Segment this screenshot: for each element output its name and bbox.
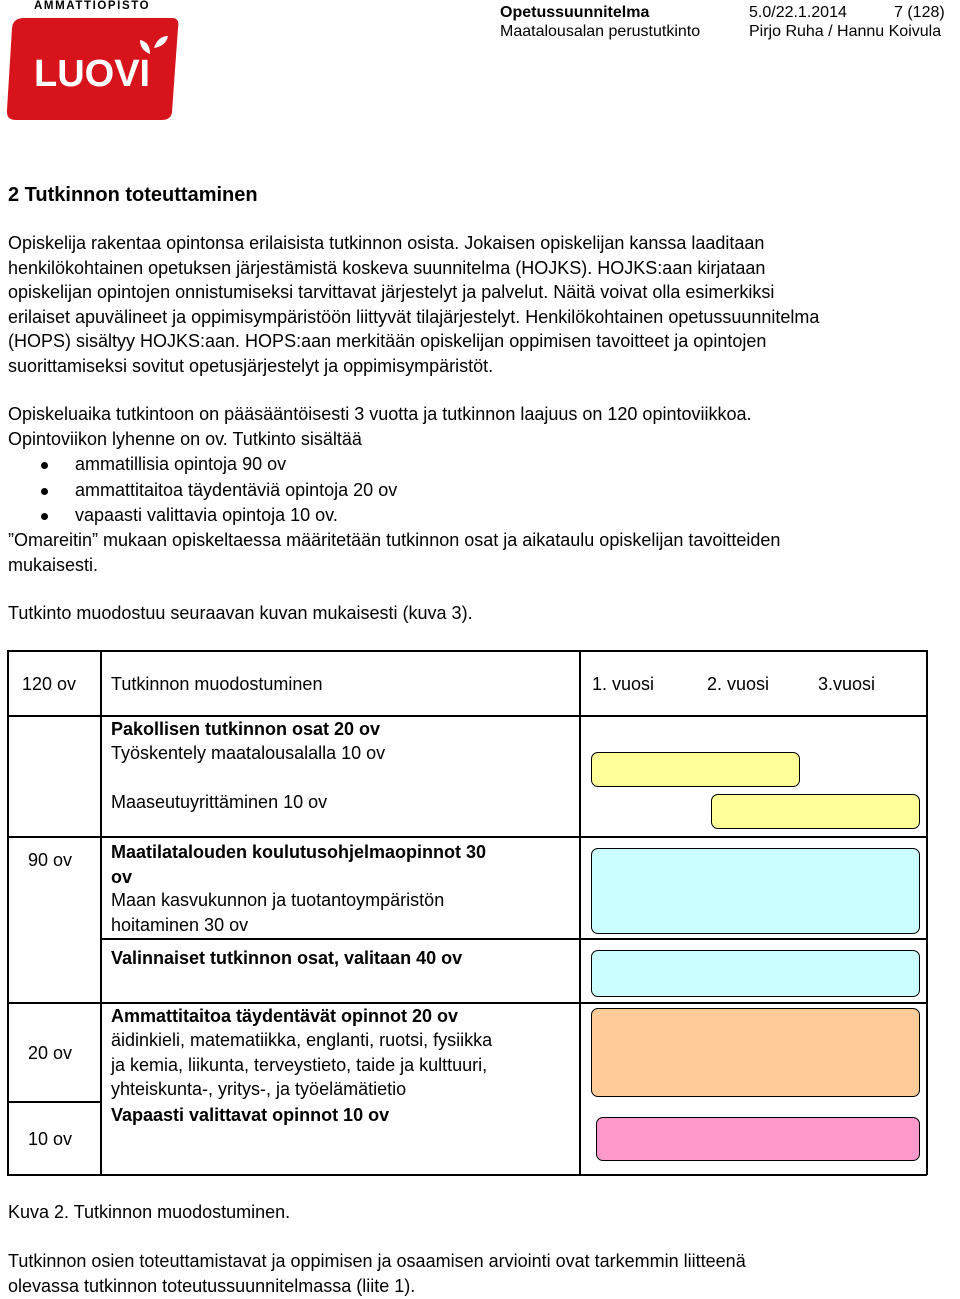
- bar-ammattitaito: [591, 1008, 920, 1097]
- paragraph-3: ”Omareitin” mukaan opiskeltaessa määritetään tutkinnon osat ja aikataulu opiskelijan tavoitteiden mukaisesti.: [8, 530, 781, 575]
- paragraph-4: Tutkinto muodostuu seuraavan kuvan mukaisesti (kuva 3).: [8, 603, 473, 623]
- bullet-list: [8, 452, 397, 529]
- doc-title: Opetussuunnitelma: [500, 4, 650, 21]
- maaseutu-row: Maaseutuyrittäminen 10 ov: [111, 792, 328, 812]
- maatila-title: Maatilatalouden koulutusohjelmaopinnot 30 ov: [111, 842, 487, 887]
- bar-tyoskentely: [591, 752, 800, 787]
- bar-vapaasti: [596, 1117, 920, 1161]
- year-1-header: 1. vuosi: [592, 674, 655, 694]
- year-3-header: 3.vuosi: [818, 674, 876, 694]
- paragraph-1: Opiskelija rakentaa opintonsa erilaisista tutkinnon osista. Jokaisen opiskelijan kanssa laaditaan henkilökohtainen opetuksen järjestämistä koskeva suunnitelma (HOJKS). HOJKS:aan kirjataan opiskelijan opintojen onnistumiseksi tarvittavat järjestelyt ja palvelut. Näitä voivat olla esimerkiksi erilaiset apuvälineet ja oppimisympäristöön liittyvät tilajärjestelyt. Henkilökohtainen opetussuunnitelma (HOPS) sisältyy HOJKS:aan. HOPS:aan merkitään opiskelijan oppimisen tavoitteet ja opintojen suorittamiseksi sovitut opetusjärjestelyt ja oppimisympäristöt.: [8, 233, 820, 376]
- paragraph-2: Opiskeluaika tutkintoon on pääsääntöisesti 3 vuotta ja tutkinnon laajuus on 120 opintoviikkoa. Opintoviikon lyhenne on ov. Tutkinto sisältää: [8, 404, 752, 449]
- bar-maaseutu: [711, 794, 920, 829]
- pakollinen-title: Pakollisen tutkinnon osat 20 ov: [111, 719, 381, 739]
- list-item: vapaasti valittavia opintoja 10 ov.: [8, 503, 397, 529]
- bar-valinnaiset: [591, 950, 920, 997]
- label-20-ov: 20 ov: [28, 1043, 73, 1063]
- figure-caption: Kuva 2. Tutkinnon muodostuminen.: [8, 1202, 291, 1222]
- table-title: Tutkinnon muodostuminen: [111, 674, 323, 694]
- label-90-ov: 90 ov: [28, 850, 73, 870]
- program-name: Maatalousalan perustutkinto: [500, 23, 701, 40]
- ammattitaito-subjects: äidinkieli, matematiikka, englanti, ruotsi, fysiikka ja kemia, liikunta, terveystieto, taide ja kulttuuri, yhteiskunta-, yritys-, ja työelämätietiо: [111, 1030, 493, 1099]
- bullet-icon: [41, 462, 48, 469]
- bullet-icon: [41, 513, 48, 520]
- bar-maatila: [591, 848, 920, 934]
- list-item: ammattitaitoa täydentäviä opintoja 20 ov: [8, 478, 397, 504]
- valinnaiset-row: Valinnaiset tutkinnon osat, valitaan 40 ov: [111, 948, 463, 968]
- maan-kasvu-row: Maan kasvukunnon ja tuotantoympäristön hoitaminen 30 ov: [111, 890, 445, 935]
- total-ov: 120 ov: [22, 674, 77, 694]
- doc-version: 5.0/22.1.2014: [749, 4, 847, 21]
- list-item: ammatillisia opintoja 90 ov: [8, 452, 397, 478]
- logo-text: LUOVI: [34, 53, 151, 95]
- bullet-icon: [41, 488, 48, 495]
- vapaasti-title: Vapaasti valittavat opinnot 10 ov: [111, 1105, 390, 1125]
- brand-top-text: AMMATTIOPISTO: [34, 0, 151, 12]
- luovi-logo: [4, 14, 180, 122]
- authors: Pirjo Ruha / Hannu Koivula: [749, 23, 942, 40]
- paragraph-5: Tutkinnon osien toteuttamistavat ja oppimisen ja osaamisen arviointi ovat tarkemmin liitteenä olevassa tutkinnon toteutussuunnitelmassa (liite 1).: [8, 1251, 746, 1296]
- year-2-header: 2. vuosi: [707, 674, 770, 694]
- ammattitaito-title: Ammattitaitoa täydentävät opinnot 20 ov: [111, 1006, 459, 1026]
- section-heading: 2 Tutkinnon toteuttaminen: [8, 184, 258, 206]
- tyoskentely-row: Työskentely maatalousalalla 10 ov: [111, 743, 386, 763]
- page-number: 7 (128): [894, 4, 945, 21]
- label-10-ov: 10 ov: [28, 1129, 73, 1149]
